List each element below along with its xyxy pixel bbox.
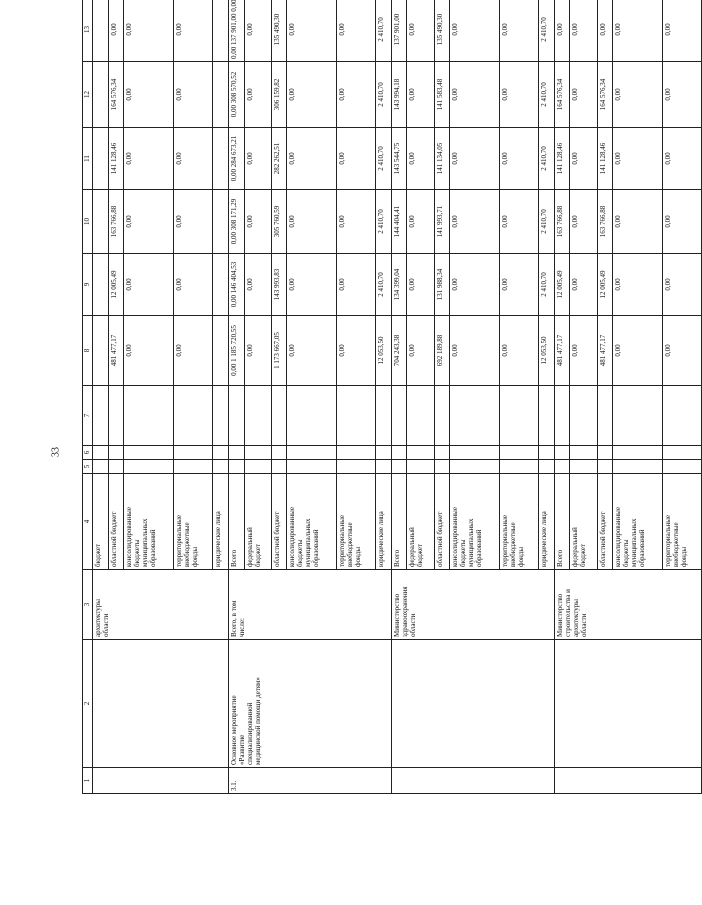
value-cell: 0,00: [663, 316, 702, 386]
value-cell: [93, 128, 109, 190]
header-cell: 4: [83, 474, 93, 570]
value-cell: 0,00: [663, 190, 702, 254]
value-cell: [407, 446, 434, 460]
value-cell: [434, 446, 450, 460]
row-number-cell: 3.1.: [228, 768, 391, 794]
value-cell: 0,00: [124, 316, 174, 386]
value-cell: [376, 386, 392, 446]
value-cell: 0,00: [244, 62, 271, 128]
header-cell: 1: [83, 768, 93, 794]
value-cell: 2 410,70: [538, 190, 554, 254]
value-cell: [434, 386, 450, 446]
value-cell: 0,00: [500, 62, 539, 128]
header-cell: 13: [83, 0, 93, 62]
value-cell: [391, 460, 407, 474]
value-cell: 0,00: [174, 0, 213, 62]
value-cell: [597, 460, 613, 474]
funding-source-cell: областной бюджет: [434, 474, 450, 570]
funding-source-cell: юридические лица: [538, 474, 554, 570]
funding-source-cell: консолидированные бюджеты муниципальных образований: [450, 474, 500, 570]
value-cell: [554, 386, 570, 446]
funding-source-cell: Всего: [228, 474, 244, 570]
value-cell: [337, 446, 376, 460]
value-cell: [500, 446, 539, 460]
value-cell: [538, 386, 554, 446]
value-cell: 2 410,70: [376, 0, 392, 62]
value-cell: 0,00: [407, 254, 434, 316]
value-cell: [213, 128, 229, 190]
value-cell: [228, 460, 244, 474]
value-cell: 2 410,70: [376, 254, 392, 316]
value-cell: [287, 460, 337, 474]
executor-cell: Министерство строительства и архитектуры области: [554, 570, 701, 640]
value-cell: [244, 460, 271, 474]
table-body: [93, 0, 702, 794]
executor-cell: Министерство здравоохранения области: [391, 570, 554, 640]
value-cell: 0,00: [450, 254, 500, 316]
value-cell: 164 576,34: [108, 62, 124, 128]
value-cell: 0,00: [500, 0, 539, 62]
value-cell: [663, 446, 702, 460]
value-cell: 0,00 1 185 720,55: [228, 316, 244, 386]
value-cell: 144 404,41: [391, 190, 407, 254]
value-cell: 141 128,46: [554, 128, 570, 190]
value-cell: [271, 446, 287, 460]
value-cell: 0,00: [597, 0, 613, 62]
value-cell: 0,00: [450, 62, 500, 128]
value-cell: [213, 460, 229, 474]
value-cell: [124, 386, 174, 446]
value-cell: 0,00: [613, 128, 663, 190]
value-cell: 2 410,70: [538, 0, 554, 62]
activity-name-cell: Основное мероприятие «Развитие специализированной медицинской помощи детям»: [228, 640, 391, 768]
value-cell: 0,00: [108, 0, 124, 62]
value-cell: 0,00: [613, 316, 663, 386]
value-cell: 2 410,70: [538, 128, 554, 190]
value-cell: [613, 446, 663, 460]
value-cell: 0,00: [337, 0, 376, 62]
value-cell: 0,00: [500, 316, 539, 386]
value-cell: 282 262,51: [271, 128, 287, 190]
value-cell: 0,00 146 404,53: [228, 254, 244, 316]
value-cell: 0,00: [337, 316, 376, 386]
value-cell: 0,00: [450, 316, 500, 386]
value-cell: [663, 386, 702, 446]
value-cell: 481 477,17: [108, 316, 124, 386]
value-cell: [271, 386, 287, 446]
funding-source-cell: юридические лица: [213, 474, 229, 570]
value-cell: [554, 460, 570, 474]
value-cell: 0,00 137 901,00 0,00: [228, 0, 244, 62]
value-cell: 163 766,88: [108, 190, 124, 254]
value-cell: [244, 386, 271, 446]
value-cell: 0,00: [613, 0, 663, 62]
value-cell: [287, 446, 337, 460]
row-number-cell: [391, 768, 554, 794]
header-cell: 2: [83, 640, 93, 768]
value-cell: 0,00: [407, 128, 434, 190]
header-cell: 7: [83, 386, 93, 446]
value-cell: 0,00: [174, 128, 213, 190]
value-cell: 12 053,50: [538, 316, 554, 386]
value-cell: 135 490,30: [271, 0, 287, 62]
funding-source-cell: бюджет: [93, 474, 109, 570]
value-cell: 306 159,82: [271, 62, 287, 128]
value-cell: 12 053,50: [376, 316, 392, 386]
value-cell: 141 128,46: [108, 128, 124, 190]
value-cell: 0,00: [570, 254, 597, 316]
value-cell: [213, 254, 229, 316]
value-cell: 481 477,17: [554, 316, 570, 386]
value-cell: 141 134,05: [434, 128, 450, 190]
value-cell: [287, 386, 337, 446]
value-cell: [597, 446, 613, 460]
executor-cell: Всего, в том числе:: [228, 570, 391, 640]
funding-source-cell: областной бюджет: [597, 474, 613, 570]
value-cell: 0,00: [124, 0, 174, 62]
row-number-cell: [554, 768, 701, 794]
row-number-cell: [93, 768, 229, 794]
funding-source-cell: консолидированные бюджеты муниципальных образований: [124, 474, 174, 570]
value-cell: 0,00: [174, 190, 213, 254]
value-cell: 0,00: [287, 254, 337, 316]
value-cell: [213, 316, 229, 386]
budget-table: [82, 0, 702, 794]
value-cell: 0,00: [244, 0, 271, 62]
value-cell: 0,00 308 570,52: [228, 62, 244, 128]
value-cell: [93, 316, 109, 386]
value-cell: 2 410,70: [538, 254, 554, 316]
value-cell: [93, 62, 109, 128]
funding-source-cell: территориальные внебюджетные фонды: [337, 474, 376, 570]
value-cell: [434, 460, 450, 474]
value-cell: [554, 446, 570, 460]
value-cell: [93, 254, 109, 316]
header-cell: 8: [83, 316, 93, 386]
value-cell: 137 901,00: [391, 0, 407, 62]
header-cell: 3: [83, 570, 93, 640]
value-cell: 163 766,88: [597, 190, 613, 254]
value-cell: [663, 460, 702, 474]
activity-name-cell: [93, 640, 229, 768]
header-row: [83, 0, 93, 794]
value-cell: 0,00: [124, 190, 174, 254]
value-cell: 0,00: [337, 254, 376, 316]
table-row: [93, 0, 109, 794]
value-cell: [271, 460, 287, 474]
value-cell: [213, 386, 229, 446]
value-cell: [570, 460, 597, 474]
value-cell: [244, 446, 271, 460]
value-cell: 2 410,70: [376, 62, 392, 128]
value-cell: [213, 0, 229, 62]
value-cell: [124, 460, 174, 474]
header-cell: 10: [83, 190, 93, 254]
funding-source-cell: консолидированные бюджеты муниципальных образований: [287, 474, 337, 570]
value-cell: 0,00: [554, 0, 570, 62]
value-cell: 0,00: [450, 190, 500, 254]
value-cell: 0,00: [124, 62, 174, 128]
value-cell: 141 993,71: [434, 190, 450, 254]
header-cell: 11: [83, 128, 93, 190]
value-cell: 0,00: [570, 316, 597, 386]
value-cell: [93, 460, 109, 474]
value-cell: 0,00: [663, 128, 702, 190]
value-cell: 0,00: [570, 190, 597, 254]
value-cell: 704 243,38: [391, 316, 407, 386]
value-cell: [108, 460, 124, 474]
value-cell: 2 410,70: [376, 190, 392, 254]
funding-source-cell: федеральный бюджет: [407, 474, 434, 570]
value-cell: [108, 386, 124, 446]
rotated-table-wrapper: [82, 0, 702, 794]
value-cell: 0,00: [407, 0, 434, 62]
value-cell: [228, 446, 244, 460]
value-cell: [337, 386, 376, 446]
table-row: [554, 0, 570, 794]
value-cell: 164 576,34: [554, 62, 570, 128]
value-cell: 141 583,48: [434, 62, 450, 128]
value-cell: [174, 446, 213, 460]
value-cell: 0,00: [500, 190, 539, 254]
activity-name-cell: [554, 640, 701, 768]
activity-name-cell: [391, 640, 554, 768]
value-cell: 143 994,18: [391, 62, 407, 128]
table-row: [391, 0, 407, 794]
value-cell: [213, 190, 229, 254]
value-cell: 0,00: [570, 62, 597, 128]
value-cell: 0,00: [287, 62, 337, 128]
value-cell: [450, 446, 500, 460]
value-cell: 0,00: [613, 62, 663, 128]
page-number: 33: [50, 447, 62, 457]
value-cell: 2 410,70: [376, 128, 392, 190]
value-cell: 0,00: [124, 128, 174, 190]
funding-source-cell: федеральный бюджет: [244, 474, 271, 570]
value-cell: [450, 460, 500, 474]
funding-source-cell: Всего: [391, 474, 407, 570]
value-cell: [538, 460, 554, 474]
header-cell: 9: [83, 254, 93, 316]
value-cell: [108, 446, 124, 460]
value-cell: 0,00: [500, 128, 539, 190]
value-cell: [570, 446, 597, 460]
funding-source-cell: консолидированные бюджеты муниципальных образований: [613, 474, 663, 570]
value-cell: 143 993,83: [271, 254, 287, 316]
value-cell: [570, 386, 597, 446]
value-cell: [93, 0, 109, 62]
value-cell: [228, 386, 244, 446]
value-cell: 0,00: [450, 0, 500, 62]
value-cell: [391, 446, 407, 460]
value-cell: 0,00: [124, 254, 174, 316]
value-cell: 0,00: [337, 62, 376, 128]
value-cell: 0,00: [287, 316, 337, 386]
value-cell: 305 760,59: [271, 190, 287, 254]
value-cell: [407, 386, 434, 446]
value-cell: [213, 446, 229, 460]
funding-source-cell: территориальные внебюджетные фонды: [500, 474, 539, 570]
value-cell: 0,00: [337, 128, 376, 190]
value-cell: 0,00: [287, 128, 337, 190]
value-cell: 0,00: [244, 316, 271, 386]
value-cell: 12 005,49: [108, 254, 124, 316]
header-cell: 5: [83, 460, 93, 474]
value-cell: 164 576,34: [597, 62, 613, 128]
value-cell: [376, 460, 392, 474]
value-cell: 0,00: [287, 190, 337, 254]
value-cell: 0,00: [287, 0, 337, 62]
value-cell: [500, 386, 539, 446]
value-cell: 0,00: [244, 190, 271, 254]
value-cell: [93, 190, 109, 254]
value-cell: [376, 446, 392, 460]
value-cell: [597, 386, 613, 446]
value-cell: 135 490,30: [434, 0, 450, 62]
value-cell: 0,00 308 171,29: [228, 190, 244, 254]
value-cell: 0,00: [613, 254, 663, 316]
header-cell: 6: [83, 446, 93, 460]
value-cell: 141 128,46: [597, 128, 613, 190]
value-cell: 0,00: [244, 254, 271, 316]
funding-source-cell: областной бюджет: [271, 474, 287, 570]
value-cell: 0,00: [663, 0, 702, 62]
value-cell: [174, 460, 213, 474]
value-cell: 0,00 284 673,21: [228, 128, 244, 190]
value-cell: [613, 386, 663, 446]
value-cell: 0,00: [174, 316, 213, 386]
funding-source-cell: территориальные внебюджетные фонды: [174, 474, 213, 570]
funding-source-cell: федеральный бюджет: [570, 474, 597, 570]
value-cell: 0,00: [500, 254, 539, 316]
value-cell: [391, 386, 407, 446]
value-cell: 0,00: [174, 254, 213, 316]
value-cell: 481 477,17: [597, 316, 613, 386]
value-cell: 0,00: [450, 128, 500, 190]
value-cell: 0,00: [663, 62, 702, 128]
value-cell: [500, 460, 539, 474]
funding-source-cell: юридические лица: [376, 474, 392, 570]
value-cell: 0,00: [174, 62, 213, 128]
value-cell: 0,00: [407, 190, 434, 254]
value-cell: 692 189,88: [434, 316, 450, 386]
executor-cell: архитектуры области: [93, 570, 229, 640]
value-cell: [450, 386, 500, 446]
value-cell: 134 399,04: [391, 254, 407, 316]
value-cell: 0,00: [244, 128, 271, 190]
value-cell: [93, 446, 109, 460]
value-cell: [538, 446, 554, 460]
value-cell: 1 173 667,05: [271, 316, 287, 386]
funding-source-cell: территориальные внебюджетные фонды: [663, 474, 702, 570]
value-cell: 131 988,34: [434, 254, 450, 316]
value-cell: 143 544,75: [391, 128, 407, 190]
value-cell: 163 766,88: [554, 190, 570, 254]
value-cell: 2 410,70: [538, 62, 554, 128]
value-cell: 0,00: [570, 128, 597, 190]
value-cell: 0,00: [407, 62, 434, 128]
value-cell: 0,00: [613, 190, 663, 254]
value-cell: 0,00: [407, 316, 434, 386]
value-cell: 0,00: [663, 254, 702, 316]
value-cell: [93, 386, 109, 446]
table-row: [228, 0, 244, 794]
value-cell: [337, 460, 376, 474]
value-cell: [613, 460, 663, 474]
value-cell: 0,00: [337, 190, 376, 254]
value-cell: 12 005,49: [597, 254, 613, 316]
header-cell: 12: [83, 62, 93, 128]
funding-source-cell: областной бюджет: [108, 474, 124, 570]
value-cell: 0,00: [570, 0, 597, 62]
value-cell: [124, 446, 174, 460]
value-cell: [213, 62, 229, 128]
value-cell: 12 005,49: [554, 254, 570, 316]
value-cell: [407, 460, 434, 474]
value-cell: [174, 386, 213, 446]
funding-source-cell: Всего: [554, 474, 570, 570]
